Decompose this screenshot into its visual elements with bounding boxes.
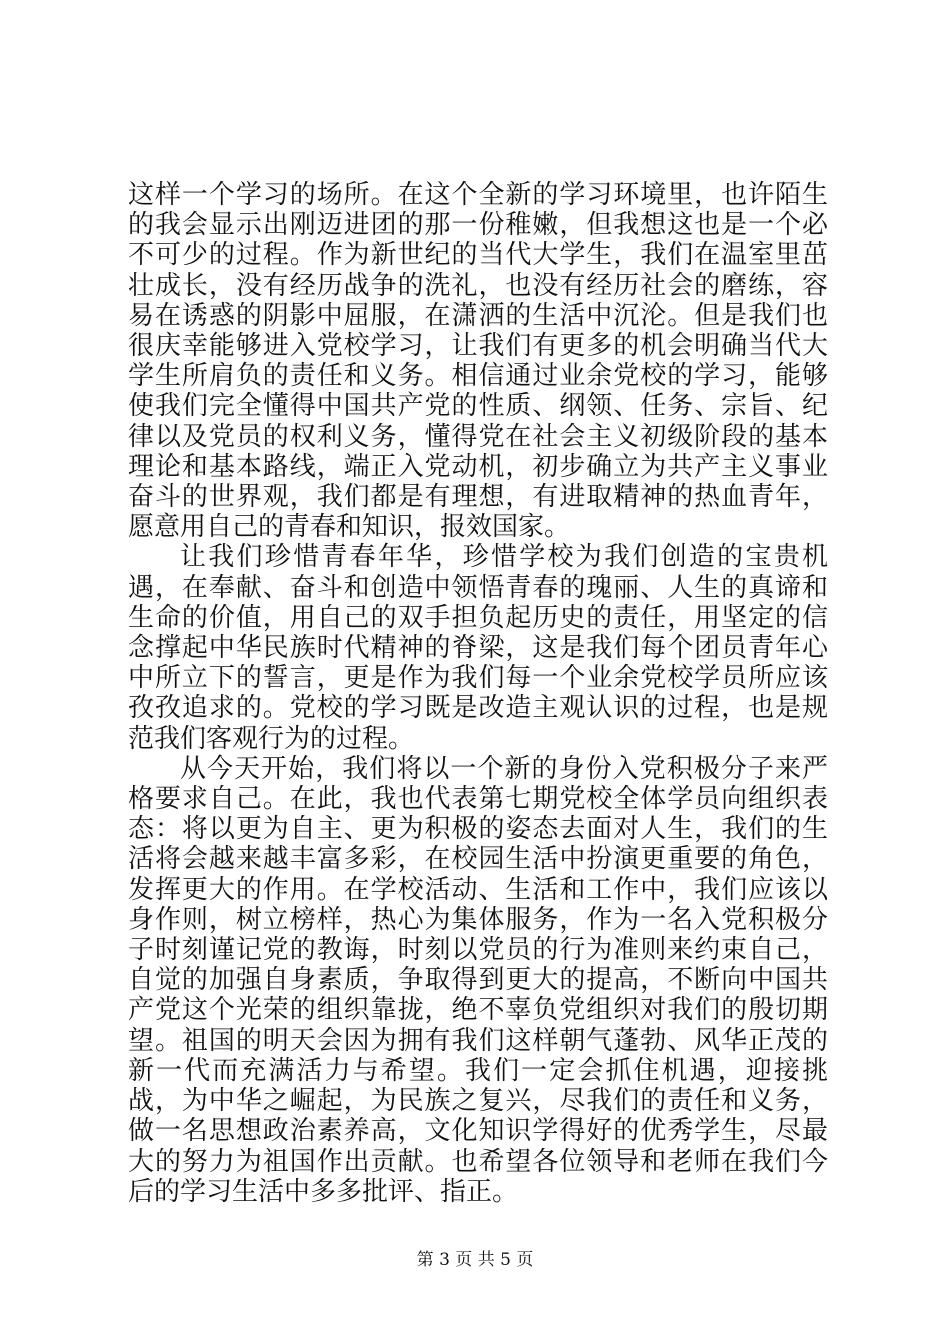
body-text [128, 180, 828, 1207]
page-number-footer: 第 3 页 共 5 页 [416, 1250, 534, 1270]
paragraph: 让我们珍惜青春年华，珍惜学校为我们创造的宝贵机遇，在奉献、奋斗和创造中领悟青春的瑰丽、人生的真谛和生命的价值，用自己的双手担负起历史的责任，用坚定的信念撑起中华民族时代精神的脊梁，这是我们每个团员青年心中所立下的誓言，更是作为我们每一个业余党校学员所应该孜孜追求的。党校的学习既是改造主观认识的过程，也是规范我们客观行为的过程。 [128, 542, 828, 754]
paragraph-continuation: 这样一个学习的场所。在这个全新的学习环境里，也许陌生的我会显示出刚迈进团的那一份稚嫩，但我想这也是一个必不可少的过程。作为新世纪的当代大学生，我们在温室里茁壮成长，没有经历战争的洗礼，也没有经历社会的磨练，容易在诱惑的阴影中屈服，在潇洒的生活中沉沦。但是我们也很庆幸能够进入党校学习，让我们有更多的机会明确当代大学生所肩负的责任和义务。相信通过业余党校的学习，能够使我们完全懂得中国共产党的性质、纲领、任务、宗旨、纪律以及党员的权利义务，懂得党在社会主义初级阶段的基本理论和基本路线，端正入党动机，初步确立为共产主义事业奋斗的世界观，我们都是有理想，有进取精神的热血青年，愿意用自己的青春和知识，报效国家。 [128, 180, 828, 543]
paragraph: 从今天开始，我们将以一个新的身份入党积极分子来严格要求自己。在此，我也代表第七期党校全体学员向组织表态：将以更为自主、更为积极的姿态去面对人生，我们的生活将会越来越丰富多彩，在校园生活中扮演更重要的角色，发挥更大的作用。在学校活动、生活和工作中，我们应该以身作则，树立榜样，热心为集体服务，作为一名入党积极分子时刻谨记党的教诲，时刻以党员的行为准则来约束自己，自觉的加强自身素质，争取得到更大的提高，不断向中国共产党这个光荣的组织靠拢，绝不辜负党组织对我们的殷切期望。祖国的明天会因为拥有我们这样朝气蓬勃、风华正茂的新一代而充满活力与希望。我们一定会抓住机遇，迎接挑战，为中华之崛起，为民族之复兴，尽我们的责任和义务，做一名思想政治素养高，文化知识学得好的优秀学生，尽最大的努力为祖国作出贡献。也希望各位领导和老师在我们今后的学习生活中多多批评、指正。 [128, 753, 828, 1207]
